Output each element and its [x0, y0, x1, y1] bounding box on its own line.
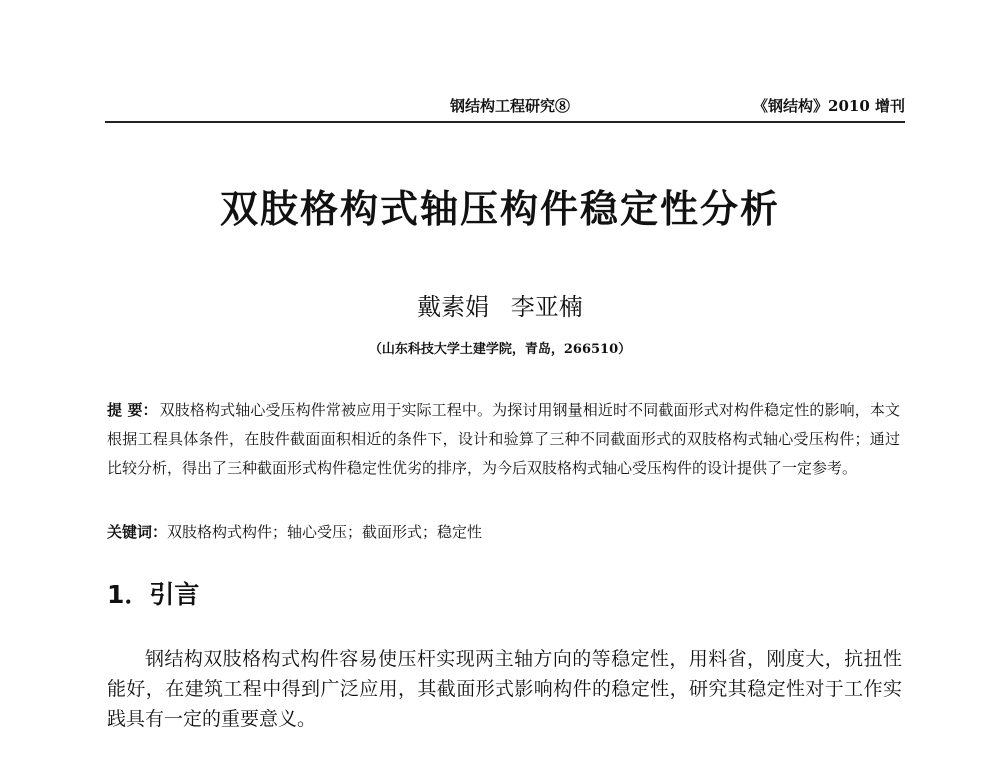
header-divider	[105, 121, 905, 123]
journal-issue-label: 《钢结构》2010 增刊	[753, 97, 905, 115]
journal-section-label: 钢结构工程研究⑧	[450, 97, 571, 115]
abstract-label: 提 要：	[107, 401, 158, 419]
keywords-text: 双肢格构式构件；轴心受压；截面形式；稳定性	[167, 523, 483, 541]
running-header	[105, 95, 905, 119]
keywords	[107, 520, 900, 544]
abstract	[107, 396, 900, 483]
paper-title: 双肢格构式轴压构件稳定性分析	[219, 187, 780, 231]
abstract-text: 双肢格构式轴心受压构件常被应用于实际工程中。为探讨用钢量相近时不同截面形式对构件稳定性的影响，本文根据工程具体条件，在肢件截面面积相近的条件下，设计和验算了三种不同截面形式的双肢格构式轴心受压构件；通过比较分析，得出了三种截面形式构件稳定性优劣的排序，为今后双肢格构式轴心受压构件的设计提供了一定参考。	[107, 401, 900, 477]
section-introduction-text: 钢结构双肢格构式构件容易使压杆实现两主轴方向的等稳定性，用料省，刚度大，抗扭性能好，在建筑工程中得到广泛应用，其截面形式影响构件的稳定性，研究其稳定性对于工作实践具有一定的重要意义。	[107, 648, 902, 730]
section-heading-introduction: 1．引言	[107, 580, 200, 609]
keywords-label: 关键词：	[107, 523, 168, 541]
paper-authors: 戴素娟 李亚楠	[417, 293, 583, 321]
author-affiliation: （山东科技大学土建学院，青岛，266510）	[368, 342, 632, 357]
